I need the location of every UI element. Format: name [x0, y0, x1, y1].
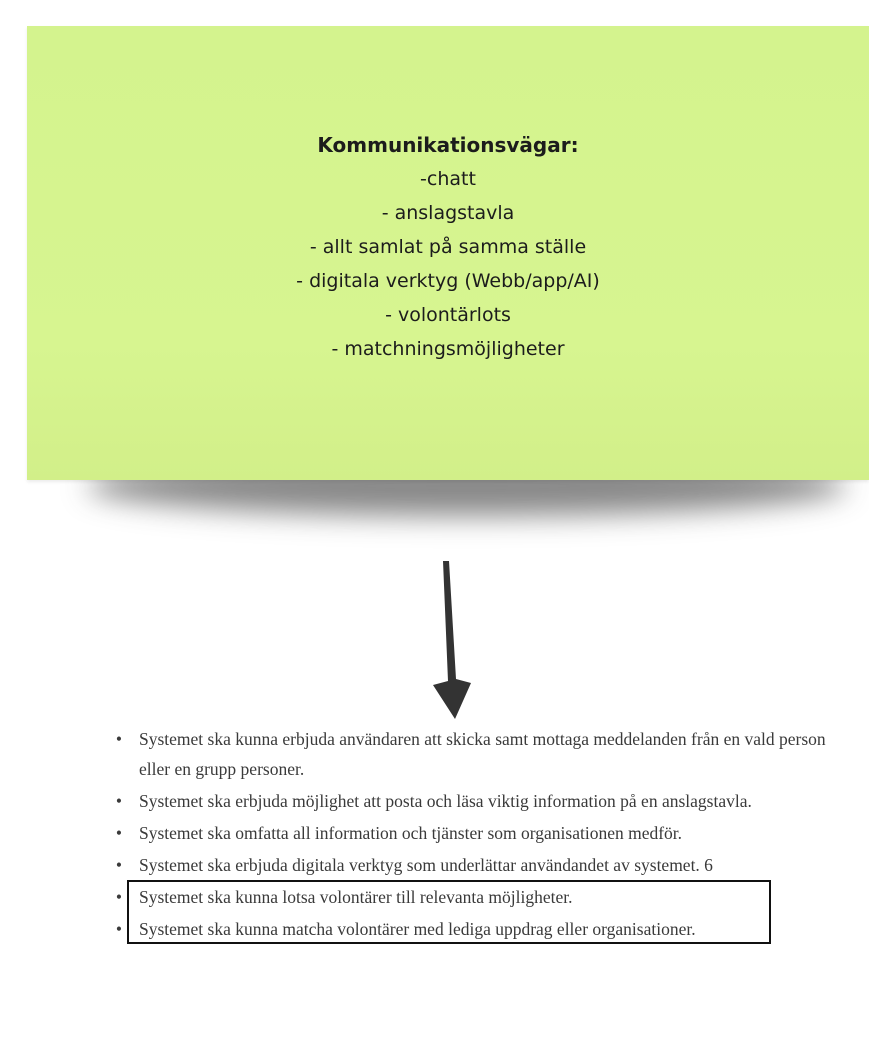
requirement-text: Systemet ska erbjuda digitala verktyg som underlättar användandet av systemet. 6 — [139, 855, 713, 875]
requirement-text: Systemet ska kunna erbjuda användaren att skicka samt mottaga meddelanden från en vald person eller en grupp personer. — [139, 729, 826, 779]
sticky-note-line: - digitala verktyg (Webb/app/AI) — [296, 270, 600, 292]
sticky-note-line: - volontärlots — [385, 304, 511, 326]
sticky-note-title: Kommunikationsvägar: — [317, 133, 579, 157]
bullet: • — [115, 919, 123, 939]
requirement-text: Systemet ska erbjuda möjlighet att posta och läsa viktig information på en anslagstavla. — [139, 791, 752, 811]
sticky-note-line: - matchningsmöjligheter — [331, 338, 565, 360]
requirement-text: Systemet ska kunna lotsa volontärer till relevanta möjligheter. — [139, 887, 573, 907]
list-item — [112, 786, 832, 816]
highlight-box — [127, 880, 771, 944]
requirement-text: Systemet ska omfatta all information och tjänster som organisationen medför. — [139, 823, 683, 843]
list-item — [112, 818, 832, 848]
bullet: • — [115, 729, 123, 749]
requirement-text: Systemet ska kunna matcha volontärer med lediga uppdrag eller organisationer. — [139, 919, 696, 939]
bullet: • — [115, 855, 123, 875]
sticky-note-line: -chatt — [420, 168, 476, 190]
bullet: • — [115, 791, 123, 811]
sticky-note-line: - anslagstavla — [381, 202, 515, 224]
sticky-note[interactable] — [27, 26, 869, 480]
list-item-highlighted — [112, 850, 832, 880]
sticky-note-line: - allt samlat på samma ställe — [309, 236, 587, 258]
down-arrow-icon[interactable] — [425, 555, 485, 725]
sticky-note-content — [27, 128, 869, 366]
bullet: • — [115, 887, 123, 907]
list-item — [112, 724, 832, 784]
sticky-note-container — [27, 26, 869, 480]
bullet: • — [115, 823, 123, 843]
